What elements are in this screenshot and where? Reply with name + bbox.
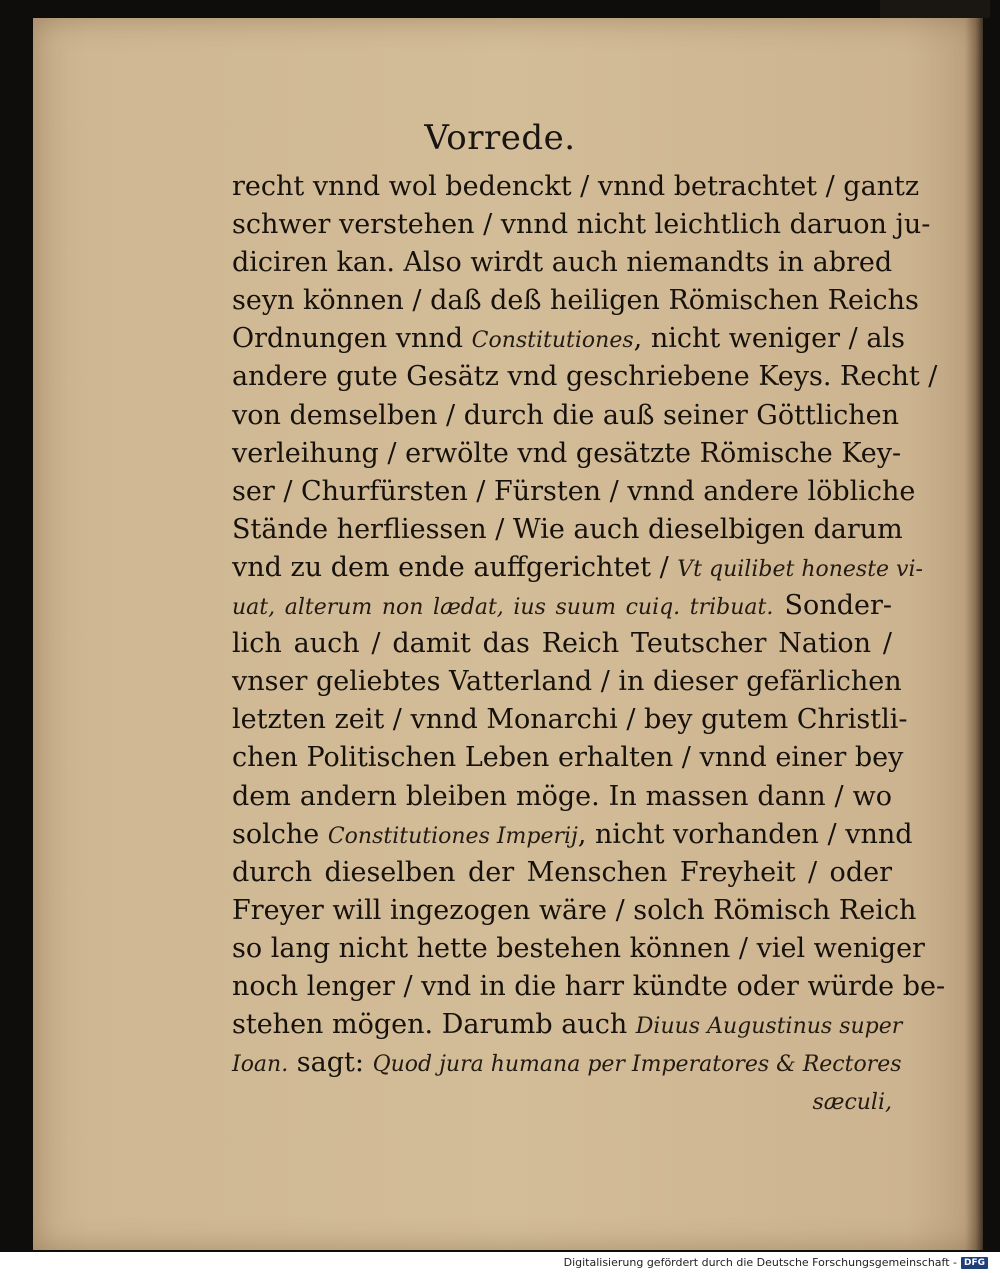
text-line (232, 473, 916, 511)
text-segment: dem andern bleiben möge. In massen dann / wo (232, 780, 892, 812)
text-segment: vnser geliebtes Vatterland / in dieser gefärlichen (232, 666, 902, 698)
text-segment: so lang nicht hette bestehen können / viel weniger (232, 932, 925, 964)
text-segment: vnd zu dem ende auffgerichtet / (232, 551, 678, 583)
text-segment: andere gute Gesätz vnd geschriebene Keys. Recht / (232, 361, 938, 393)
text-line (232, 549, 923, 587)
text-segment: diciren kan. Also wirdt auch niemandts in abred (232, 247, 893, 279)
text-segment: solche (232, 818, 328, 850)
text-segment: recht vnnd wol bedenckt / vnnd betrachtet / gantz (232, 171, 920, 202)
dfg-logo: DFG (961, 1257, 988, 1269)
latin-phrase: sæculi, (812, 1090, 892, 1116)
text-segment: Freyer will ingezogen wäre / solch Römisch Reich (232, 894, 917, 926)
text-line (232, 1006, 903, 1044)
latin-phrase: Vt quilibet honeste vi- (677, 556, 923, 582)
text-segment: stehen mögen. Darumb auch (232, 1009, 636, 1041)
text-segment: von demselben / durch die auß seiner Göttlichen (232, 399, 899, 431)
text-segment: chen Politischen Leben erhalten / vnnd einer bey (232, 742, 904, 774)
text-segment: lich auch / damit das Reich Teutscher Nation / (232, 628, 892, 660)
text-segment: Ordnungen vnnd (232, 323, 472, 355)
credit-text: Digitalisierung gefördert durch die Deutsche Forschungsgemeinschaft - (563, 1256, 957, 1269)
text-line (232, 930, 925, 968)
text-line (232, 778, 892, 816)
text-line (232, 892, 917, 930)
text-line (232, 1044, 902, 1082)
text-segment: seyn können / daß deß heiligen Römischen Reichs (232, 285, 919, 317)
scan-clip (880, 0, 990, 18)
latin-phrase: uat, alterum non lædat, ius suum cuiq. tribuat. (232, 595, 774, 621)
text-segment: noch lenger / vnd in die harr kündte oder würde be- (232, 970, 946, 1002)
page-gutter-shadow (965, 18, 983, 1250)
text-segment: Stände herfliessen / Wie auch dieselbigen darum (232, 513, 903, 545)
text-line (232, 968, 946, 1006)
latin-phrase: Constitutiones (471, 328, 634, 354)
text-line (232, 206, 931, 244)
text-line (232, 587, 892, 625)
text-line (232, 625, 892, 663)
text-line (232, 739, 904, 777)
text-segment: , nicht weniger / als (633, 323, 905, 355)
text-line (232, 435, 902, 473)
body-text (232, 168, 946, 1120)
text-line (232, 244, 892, 282)
text-segment: letzten zeit / vnnd Monarchi / bey gutem Christli- (232, 704, 908, 736)
text-line (232, 511, 903, 549)
text-line (232, 854, 892, 892)
text-line (232, 1082, 892, 1120)
text-segment: verleihung / erwölte vnd gesätzte Römische Key- (232, 437, 902, 469)
text-line (232, 663, 902, 701)
text-segment: sagt: (288, 1047, 373, 1079)
latin-phrase: Constitutiones Imperij (327, 823, 578, 849)
text-line (232, 168, 920, 206)
text-segment: schwer verstehen / vnnd nicht leichtlich daruon ju- (232, 209, 931, 241)
running-head: Vorrede. (424, 118, 576, 158)
digitization-credit (0, 1256, 988, 1269)
text-segment: durch dieselben der Menschen Freyheit / oder (232, 856, 892, 888)
text-line (232, 282, 919, 320)
latin-phrase: Ioan. (232, 1052, 289, 1078)
latin-phrase: Diuus Augustinus super (635, 1014, 903, 1040)
latin-phrase: Quod jura humana per Imperatores & Rectores (372, 1052, 902, 1078)
text-line (232, 397, 899, 435)
text-line (232, 358, 938, 396)
text-line (232, 320, 905, 358)
text-line (232, 701, 908, 739)
text-segment: , nicht vorhanden / vnnd (577, 818, 913, 850)
text-segment: Sonder- (773, 590, 892, 622)
text-segment: ser / Churfürsten / Fürsten / vnnd andere löbliche (232, 475, 916, 507)
text-line (232, 816, 913, 854)
